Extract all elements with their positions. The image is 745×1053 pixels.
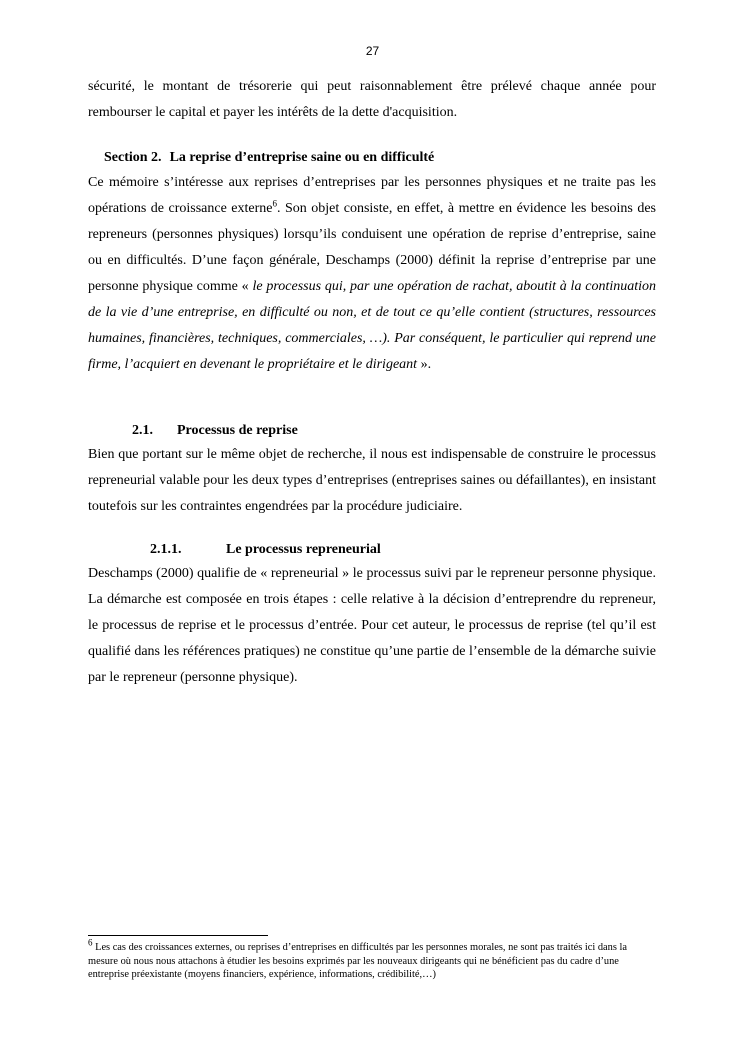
paragraph-section-2 [88,170,656,378]
deschamps-quote: le processus qui, par une opération de rachat, aboutit à la continuation de la vie d’une entreprise, en difficulté ou non, et de tout ce qu’elle contient (structures, ressources humaines, financières, techniques, commerciales, …). Par conséquent, le particulier qui reprend une firme, l’acquiert en devenant le propriétaire et le dirigeant [88,279,656,372]
page-number: 27 [365,44,380,58]
footnote-text: Les cas des croissances externes, ou reprises d’entreprises en difficultés par les personnes morales, ne sont pas traités ici dans la mesure où nous nous attachons à étudier les besoins exprimés par les nouveaux dirigeants qui ne bénéficient pas du cadre d’une entreprise préexistante (moyens financiers, expérience, informations, crédibilité,…) [88,942,627,980]
subsection-2-1-number: 2.1. [132,423,153,438]
subsection-2-1-heading [132,422,298,440]
subsection-2-1-title: Processus de reprise [177,423,298,438]
subsection-2-1-1-heading [150,541,381,559]
paragraph-2-1: Bien que portant sur le même objet de recherche, il nous est indispensable de construire le processus repreneurial valable pour les deux types d’entreprises (entreprises saines ou défaillantes), en insistant toutefois sur les contraintes engendrées par la procédure judiciaire. [88,447,656,514]
subsection-2-1-1-number: 2.1.1. [150,542,182,557]
p1-text-a: Ce mémoire s’intéresse aux reprises d’entreprises par les personnes physiques et ne traite pas les opérations de croissance externe [88,175,656,216]
p1-text-b: . Son objet consiste, en effet, à mettre en évidence les besoins des repreneurs (personnes physiques) lorsqu’ils conduisent une opération de reprise d’entreprise, saine ou en difficultés. D’une façon générale, Deschamps (2000) définit la reprise d’entreprise par une personne physique comme « [88,201,656,294]
section-2-heading [104,149,434,167]
footnote-separator [88,935,268,936]
footnote-marker: 6 [88,937,93,948]
p1-text-c: ». [417,357,432,372]
footnote [88,937,656,982]
section-2-title: La reprise d’entreprise saine ou en difficulté [169,150,435,165]
paragraph-2-1-1: Deschamps (2000) qualifie de « repreneurial » le processus suivi par le repreneur personne physique. La démarche est composée en trois étapes : celle relative à la décision d’entreprendre du repreneur, le processus de reprise et le processus d’entrée. Pour cet auteur, le processus de reprise (tel qu’il est qualifié dans les références pratiques) ne constitue qu’une partie de l’ensemble de la démarche suivie par le repreneur (personne physique). [88,566,656,685]
paragraph-intro: sécurité, le montant de trésorerie qui peut raisonnablement être prélevé chaque année pour rembourser le capital et payer les intérêts de la dette d'acquisition. [88,79,656,120]
footnote-ref: 6 [272,198,277,209]
section-2-number: Section 2. [104,150,162,165]
subsection-2-1-1-title: Le processus repreneurial [226,542,381,557]
